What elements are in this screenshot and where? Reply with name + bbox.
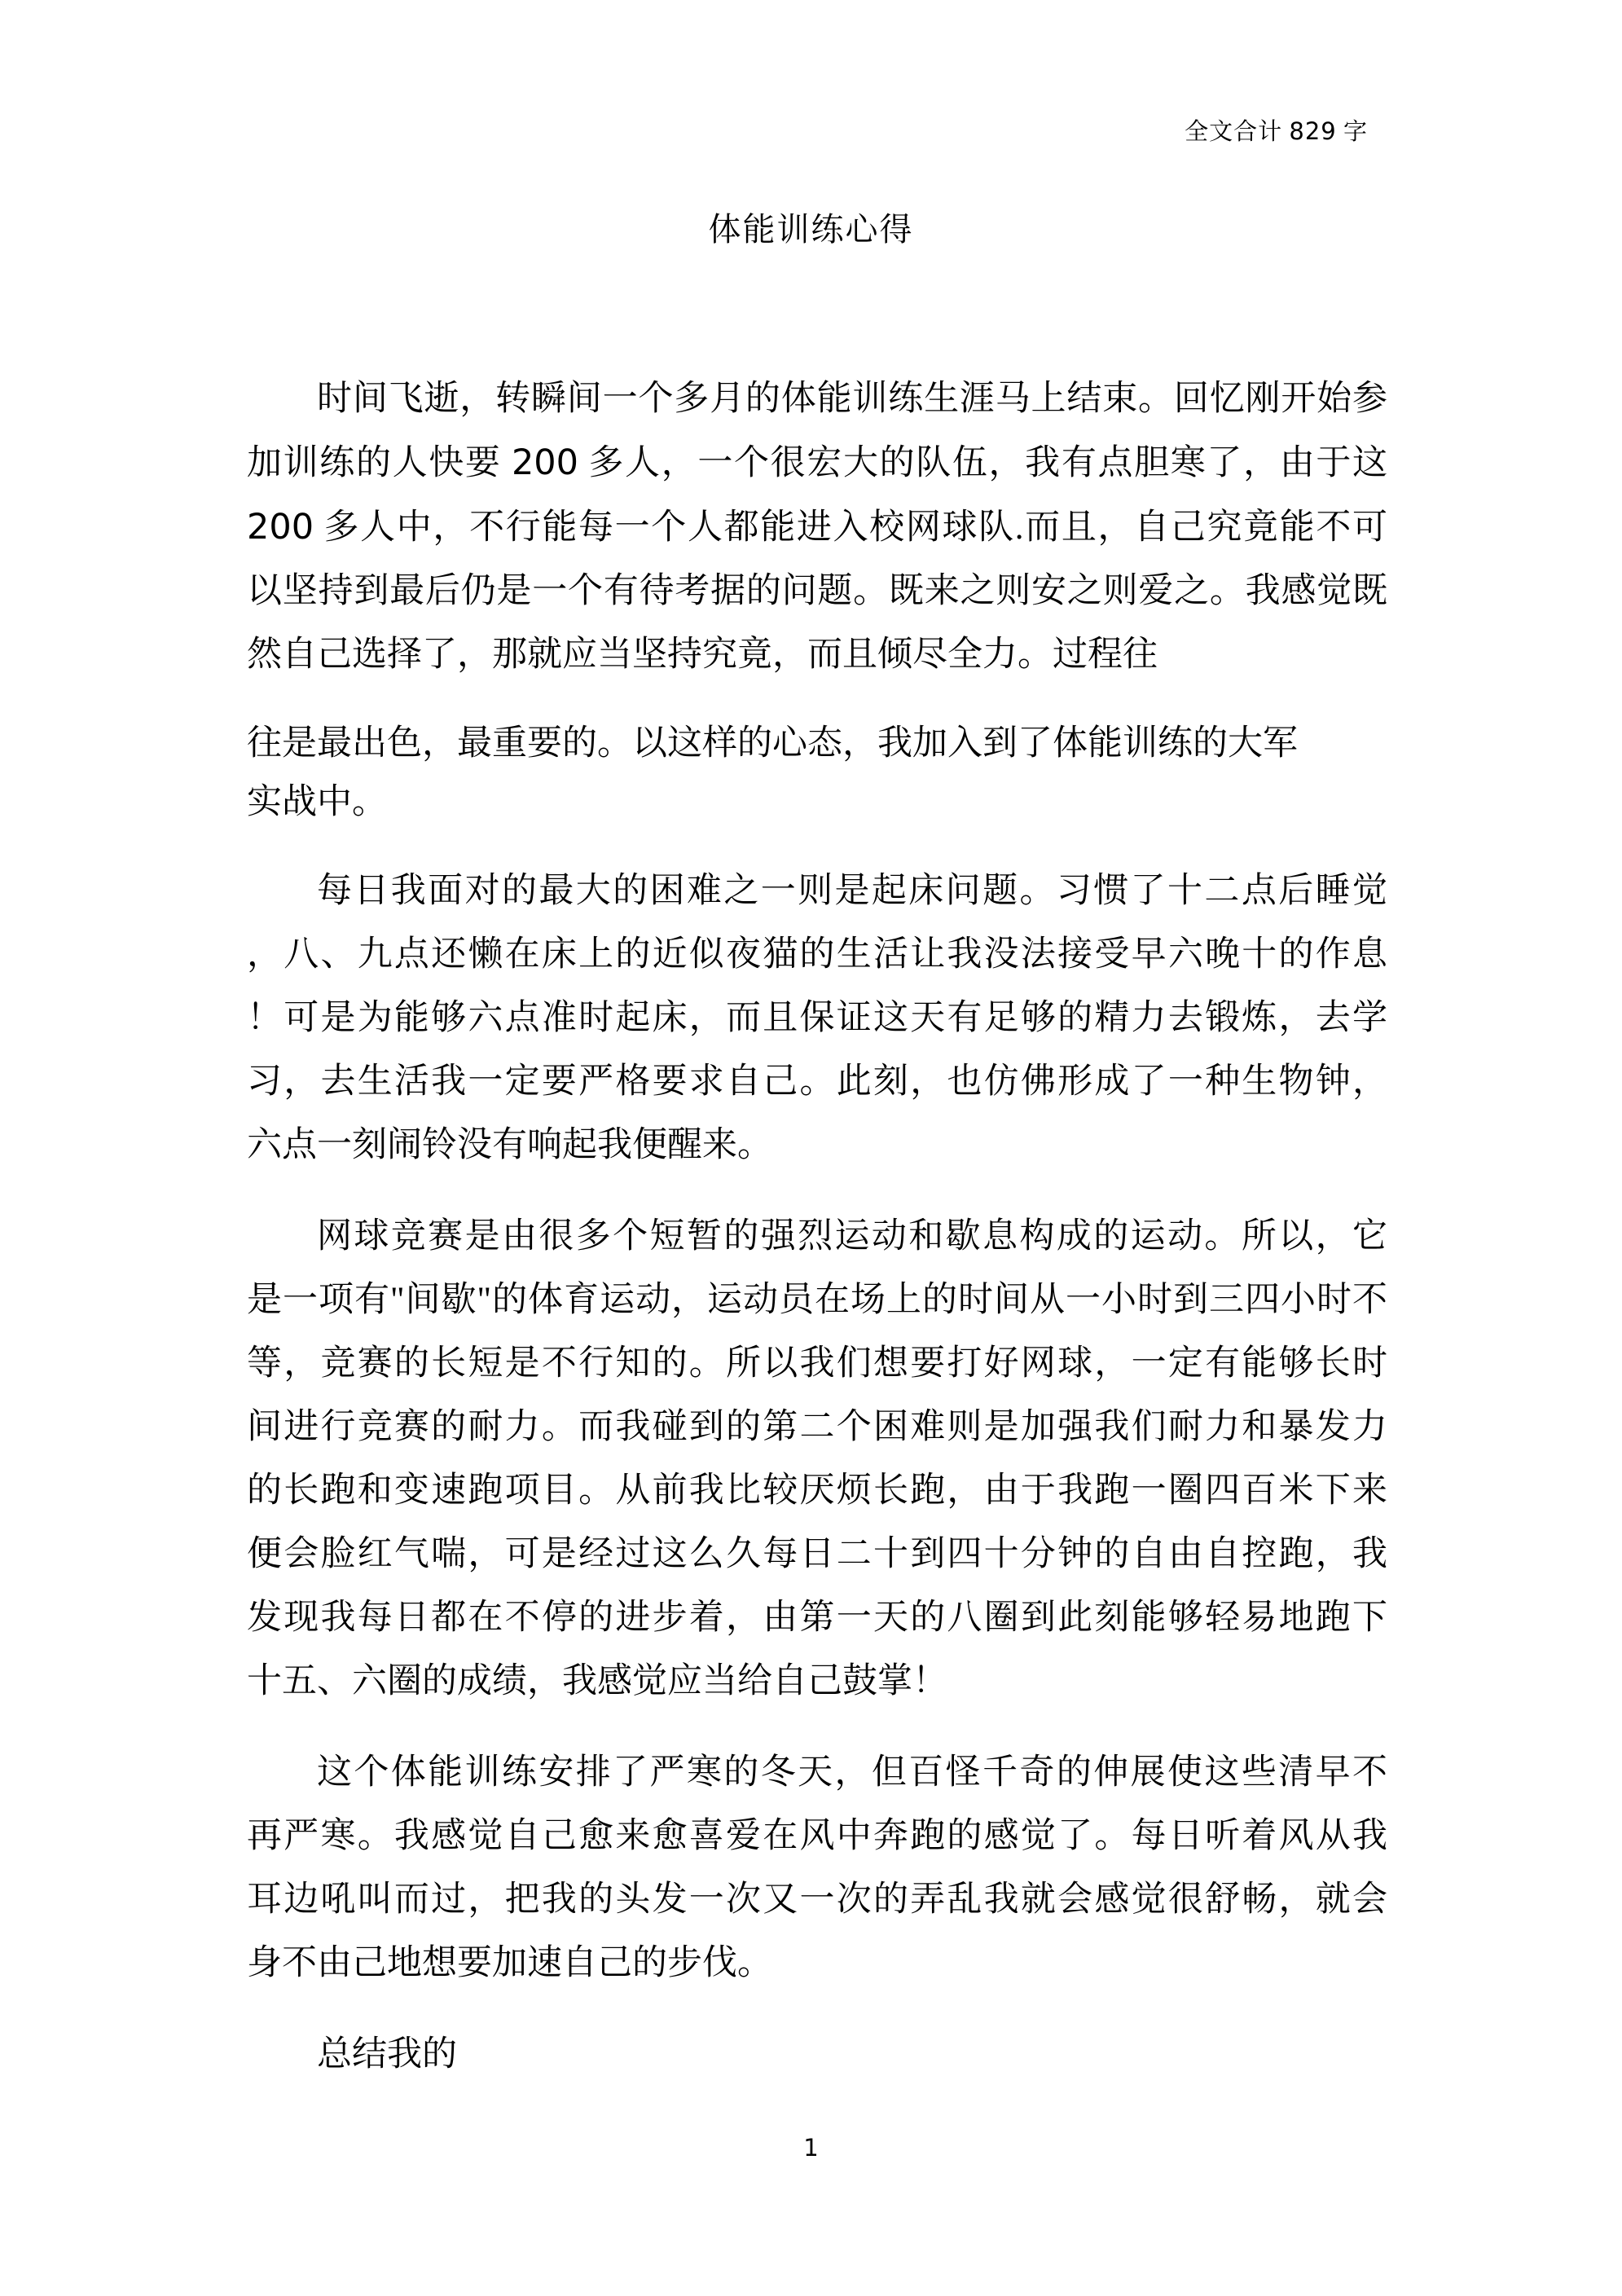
- body-line: 身不由己地想要加速自己的步伐。: [247, 1944, 772, 1982]
- body-line: 这个体能训练安排了严寒的冬天，但百怪千奇的伸展使这些清早不: [317, 1753, 1387, 1792]
- body-line: 加训练的人快要 200 多人，一个很宏大的队伍，我有点胆寒了，由于这: [247, 442, 1388, 483]
- body-line: 网球竞赛是由很多个短暂的强烈运动和歇息构成的运动。所以，它: [317, 1217, 1387, 1256]
- body-line: 间进行竞赛的耐力。而我碰到的第二个困难则是加强我们耐力和暴发力: [247, 1408, 1387, 1446]
- body-line: 然自己选择了，那就应当坚持究竟，而且倾尽全力。过程往: [247, 636, 1158, 674]
- paragraph: [247, 367, 1387, 687]
- body-line: 六点一刻闹铃没有响起我便醒来。: [247, 1126, 772, 1164]
- body-line: 便会脸红气喘，可是经过这么久每日二十到四十分钟的自由自控跑，我: [247, 1535, 1387, 1573]
- body-line: 发现我每日都在不停的进步着，由第一天的八圈到此刻能够轻易地跑下: [247, 1599, 1387, 1637]
- paragraph: [247, 1205, 1387, 1713]
- body-line: 再严寒。我感觉自己愈来愈喜爱在风中奔跑的感觉了。每日听着风从我: [247, 1817, 1387, 1855]
- body-line: ！可是为能够六点准时起床，而且保证这天有足够的精力去锻炼，去学: [247, 999, 1387, 1037]
- body-line: 实战中。: [247, 783, 387, 821]
- document-body: [247, 367, 1387, 2087]
- paragraph: [247, 2023, 1387, 2087]
- paragraph: [247, 1741, 1387, 1995]
- body-line: 的长跑和变速跑项目。从前我比较厌烦长跑，由于我跑一圈四百米下来: [247, 1471, 1387, 1510]
- body-line: 200 多人中，不行能每一个人都能进入校网球队.而且，自己究竟能不可: [247, 507, 1387, 548]
- body-line: 每日我面对的最大的困难之一则是起床问题。习惯了十二点后睡觉: [317, 872, 1387, 910]
- page-title: 体能训练心得: [708, 211, 914, 248]
- body-line: 耳边吼叫而过，把我的头发一次又一次的弄乱我就会感觉很舒畅，就会: [247, 1880, 1387, 1919]
- body-line: ，八、九点还懒在床上的近似夜猫的生活让我没法接受早六晚十的作息: [247, 935, 1387, 974]
- body-line: 总结我的: [317, 2035, 457, 2074]
- body-line: 以坚持到最后仍是一个有待考据的问题。既来之则安之则爱之。我感觉既: [247, 572, 1387, 610]
- body-line: 是一项有"间歇"的体育运动，运动员在场上的时间从一小时到三四小时不: [247, 1281, 1387, 1319]
- body-line: 习，去生活我一定要严格要求自己。此刻，也仿佛形成了一种生物钟，: [247, 1062, 1387, 1101]
- body-line: 十五、六圈的成绩，我感觉应当给自己鼓掌！: [247, 1662, 947, 1700]
- body-line: 等，竞赛的长短是不行知的。所以我们想要打好网球，一定有能够长时: [247, 1344, 1387, 1383]
- body-line: 时间飞逝，转瞬间一个多月的体能训练生涯马上结束。回忆刚开始参: [317, 380, 1387, 418]
- page-number: 1: [803, 2134, 819, 2162]
- body-line: 往是最出色，最重要的。以这样的心态，我加入到了体能训练的大军: [247, 724, 1298, 763]
- paragraph: [247, 860, 1387, 1177]
- word-count-label: 全文合计 829 字: [1185, 117, 1368, 145]
- paragraph: [247, 715, 1387, 832]
